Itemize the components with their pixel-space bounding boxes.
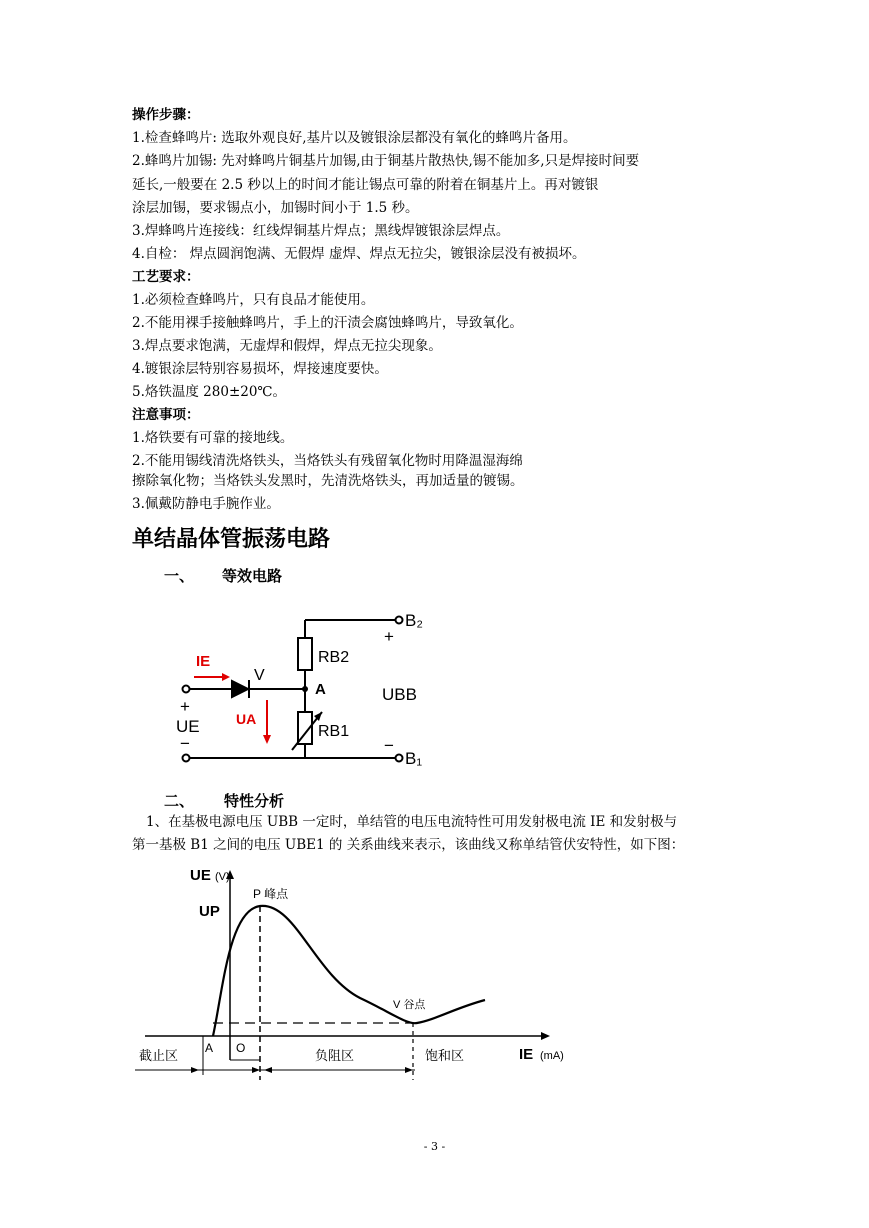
craft-line: 5.烙铁温度 280±20℃。 xyxy=(132,384,287,400)
subheading-number: 二、 xyxy=(164,792,195,810)
rb2-label: RB2 xyxy=(318,649,350,666)
steps-line: 4.自检： 焊点圆润饱满、无假焊 虚焊、焊点无拉尖，镀银涂层没有被损坏。 xyxy=(132,246,586,262)
origin-a-label: A xyxy=(205,1041,214,1055)
subheading-characteristic-analysis: 特性分析 xyxy=(224,792,285,810)
subheading-equivalent-circuit: 等效电路 xyxy=(222,567,283,585)
steps-heading: 操作步骤： xyxy=(132,107,200,123)
notes-line: 2.不能用锡线清洗烙铁头，当烙铁头有残留氧化物时用降温湿海绵 xyxy=(132,453,523,469)
ua-label: UA xyxy=(236,711,257,727)
negative-resistance-region-label: 负阻区 xyxy=(315,1048,355,1063)
ie-label: IE xyxy=(196,653,211,670)
craft-line: 3.焊点要求饱满，无虚焊和假焊，焊点无拉尖现象。 xyxy=(132,338,442,354)
characteristic-curve-diagram xyxy=(135,860,595,1085)
ue-label: UE xyxy=(176,717,200,736)
notes-heading: 注意事项： xyxy=(132,407,200,423)
up-label: UP xyxy=(199,903,220,920)
steps-line: 3.焊蜂鸣片连接线：红线焊铜基片焊点；黑线焊镀银涂层焊点。 xyxy=(132,223,510,239)
saturation-region-label: 饱和区 xyxy=(425,1048,465,1063)
notes-line: 3.佩戴防静电手腕作业。 xyxy=(132,496,280,512)
y-axis-unit: (V) xyxy=(215,871,230,883)
plus-top-label: + xyxy=(384,627,394,646)
valley-label: V 谷点 xyxy=(393,999,426,1011)
notes-line: 擦除氧化物；当烙铁头发黑时，先清洗烙铁头，再加适量的镀锡。 xyxy=(132,473,524,489)
b1-label: B₁ xyxy=(405,749,423,768)
steps-line: 2.蜂鸣片加锡: 先对蜂鸣片铜基片加锡,由于铜基片散热快,锡不能加多,只是焊接时间要 xyxy=(132,153,640,169)
steps-line: 1.检查蜂鸣片: 选取外观良好,基片以及镀银涂层都没有氧化的蜂鸣片备用。 xyxy=(132,130,577,146)
peak-label: P 峰点 xyxy=(253,887,289,901)
paragraph-line: 第一基极 B1 之间的电压 UBE1 的 关系曲线来表示，该曲线又称单结管伏安特性，如下图： xyxy=(132,837,685,853)
craft-heading: 工艺要求： xyxy=(132,269,200,285)
origin-o-label: O xyxy=(236,1041,246,1055)
rb1-label: RB1 xyxy=(318,723,350,740)
ubb-label: UBB xyxy=(382,685,417,704)
x-axis-label: IE xyxy=(519,1046,534,1063)
craft-line: 2.不能用裸手接触蜂鸣片，手上的汗渍会腐蚀蜂鸣片，导致氧化。 xyxy=(132,315,523,331)
section-title: 单结晶体管振荡电路 xyxy=(132,527,331,552)
equivalent-circuit-diagram xyxy=(170,600,450,780)
subheading-number: 一、 xyxy=(164,567,195,585)
plus-left-label: + xyxy=(180,697,190,716)
notes-line: 1.烙铁要有可靠的接地线。 xyxy=(132,430,294,446)
rb2-resistor xyxy=(298,638,312,670)
b2-label: B₂ xyxy=(405,611,423,630)
page-number: - 3 - xyxy=(423,1140,446,1153)
minus-bottom-label: − xyxy=(384,736,394,755)
paragraph-line: 1、在基极电源电压 UBB 一定时，单结管的电压电流特性可用发射极电流 IE 和发射极与 xyxy=(146,814,678,830)
node-a-label: A xyxy=(315,681,326,698)
cutoff-region-label: 截止区 xyxy=(139,1048,179,1063)
steps-line: 延长,一般要在 2.5 秒以上的时间才能让锡点可靠的附着在铜基片上。再对镀银 xyxy=(132,177,599,193)
craft-line: 4.镀银涂层特别容易损坏，焊接速度要快。 xyxy=(132,361,388,377)
craft-line: 1.必须检查蜂鸣片，只有良品才能使用。 xyxy=(132,292,375,308)
steps-line: 涂层加锡，要求锡点小，加锡时间小于 1.5 秒。 xyxy=(132,200,419,216)
node-a-dot xyxy=(302,686,308,692)
diode-v-label: V xyxy=(254,667,265,684)
y-axis-label: UE xyxy=(190,867,211,884)
minus-left-label: − xyxy=(180,734,190,753)
x-axis-unit: (mA) xyxy=(540,1050,564,1062)
